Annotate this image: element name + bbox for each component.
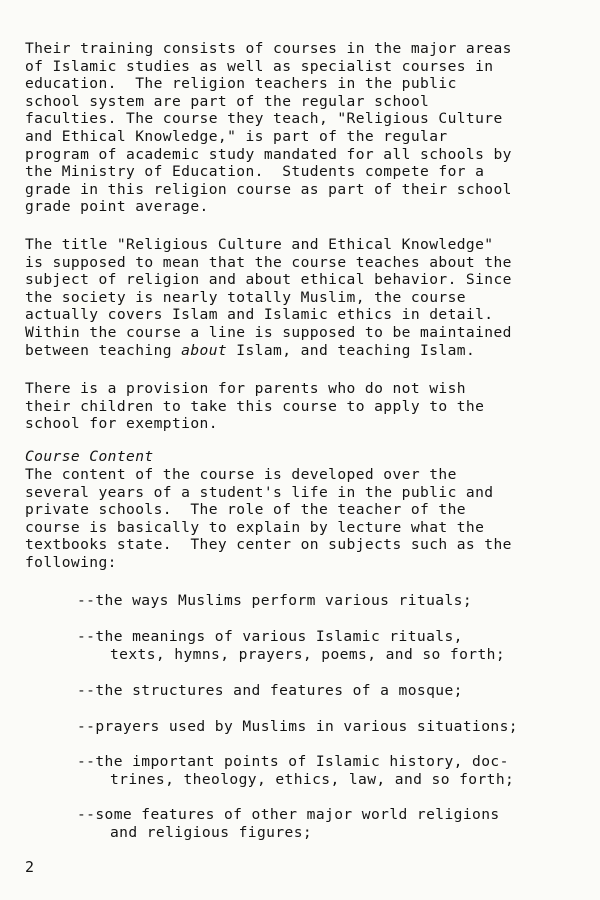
paragraph-course-title (25, 236, 595, 359)
text-line: The content of the course is developed over the (25, 466, 457, 483)
text-line: the Ministry of Education. Students compete for a (25, 163, 485, 181)
text-line: faculties. The course they teach, "Religious Culture (25, 110, 503, 128)
text-line: between teaching about Islam, and teaching Islam. (25, 341, 476, 359)
list-item-line: trines, theology, ethics, law, and so forth; (110, 770, 515, 788)
list-item-line: --prayers used by Muslims in various situations; (77, 718, 518, 735)
text-line: school for exemption. (25, 415, 218, 433)
page-number: 2 (25, 858, 35, 876)
text-line: textbooks state. They center on subjects such as the (25, 536, 512, 554)
paragraph-exemption (25, 380, 595, 433)
list-item-line: and religious figures; (110, 823, 313, 841)
list-item-line: --the meanings of various Islamic rituals, (77, 628, 463, 645)
list-item (77, 753, 582, 788)
list-item-line: --the ways Muslims perform various rituals; (77, 592, 473, 609)
text-line: subject of religion and about ethical behavior. Since (25, 271, 512, 289)
text-line: grade in this religion course as part of their school (25, 180, 512, 198)
text-line: is supposed to mean that the course teaches about the (25, 253, 512, 271)
paragraph-teacher-training (25, 40, 595, 216)
text-line: following: (25, 553, 117, 571)
text-line: actually covers Islam and Islamic ethics in detail. (25, 306, 494, 324)
text-line: school system are part of the regular school (25, 92, 430, 110)
section-heading-course-content: Course Content (25, 448, 154, 465)
text-line: the society is nearly totally Muslim, the course (25, 288, 466, 306)
text-line: Within the course a line is supposed to be maintained (25, 323, 512, 341)
text-line: several years of a student's life in the public and (25, 483, 494, 501)
list-item (77, 806, 582, 841)
list-item-line: --the important points of Islamic history, doc- (77, 753, 509, 770)
text-line: Their training consists of courses in the major areas (25, 40, 512, 57)
emphasis: about (181, 341, 228, 359)
list-item (77, 718, 582, 736)
text-line: and Ethical Knowledge," is part of the regular (25, 127, 448, 145)
text-line: program of academic study mandated for all schools by (25, 145, 512, 163)
list-item (77, 628, 582, 663)
text-line: course is basically to explain by lecture what the (25, 518, 485, 536)
text-line: education. The religion teachers in the public (25, 75, 457, 93)
text-line: their children to take this course to apply to the (25, 397, 485, 415)
paragraph-course-content (25, 466, 595, 572)
list-item-line: texts, hymns, prayers, poems, and so forth; (110, 645, 506, 663)
list-item (77, 592, 582, 610)
list-item (77, 682, 582, 700)
text-line: of Islamic studies as well as specialist courses in (25, 57, 494, 75)
list-item-line: --some features of other major world religions (77, 806, 500, 823)
list-item-line: --the structures and features of a mosque; (77, 682, 463, 699)
text-line: private schools. The role of the teacher of the (25, 501, 466, 519)
text-line: There is a provision for parents who do not wish (25, 380, 466, 397)
text-line: The title "Religious Culture and Ethical Knowledge" (25, 236, 494, 253)
text-line: grade point average. (25, 198, 209, 216)
